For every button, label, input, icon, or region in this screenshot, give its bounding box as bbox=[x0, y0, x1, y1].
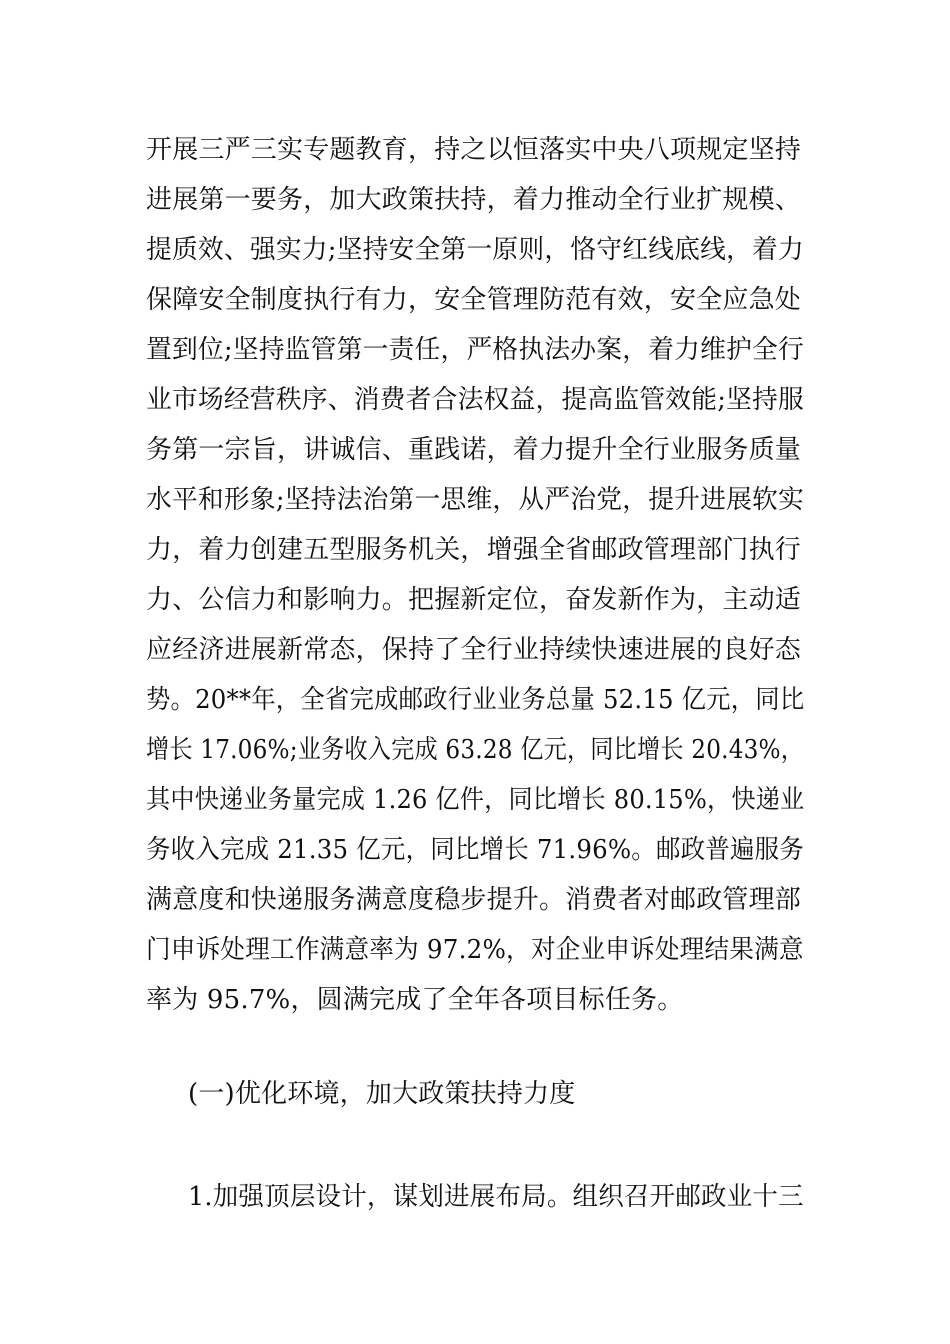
section-heading: (一)优化环境，加大政策扶持力度 bbox=[188, 1079, 576, 1109]
paragraph-line: 务收入完成 21.35 亿元，同比增长 71.96%。邮政普遍服务 bbox=[146, 835, 804, 865]
paragraph-line: 率为 95.7%，圆满完成了全年各项目标任务。 bbox=[146, 985, 684, 1015]
paragraph-line: 势。20**年，全省完成邮政行业业务总量 52.15 亿元，同比 bbox=[146, 685, 805, 715]
paragraph-line: 其中快递业务量完成 1.26 亿件，同比增长 80.15%，快递业 bbox=[146, 785, 805, 815]
paragraph-line: 置到位;坚持监管第一责任，严格执法办案，着力维护全行 bbox=[146, 335, 804, 365]
paragraph-line: 增长 17.06%;业务收入完成 63.28 亿元，同比增长 20.43%， bbox=[146, 735, 805, 765]
paragraph-line: 进展第一要务，加大政策扶持，着力推动全行业扩规模、 bbox=[146, 185, 802, 215]
numbered-item: 1.加强顶层设计，谋划进展布局。组织召开邮政业十三 bbox=[188, 1182, 804, 1212]
paragraph-line: 应经济进展新常态，保持了全行业持续快速进展的良好态 bbox=[146, 635, 802, 665]
paragraph-line: 提质效、强实力;坚持安全第一原则，恪守红线底线，着力 bbox=[146, 235, 804, 265]
paragraph-line: 业市场经营秩序、消费者合法权益，提高监管效能;坚持服 bbox=[146, 385, 804, 415]
paragraph-line: 门申诉处理工作满意率为 97.2%，对企业申诉处理结果满意 bbox=[146, 935, 804, 965]
paragraph-line: 保障安全制度执行有力，安全管理防范有效，安全应急处 bbox=[146, 285, 802, 315]
paragraph-line: 力，着力创建五型服务机关，增强全省邮政管理部门执行 bbox=[146, 535, 802, 565]
paragraph-line: 水平和形象;坚持法治第一思维，从严治党，提升进展软实 bbox=[146, 485, 804, 515]
paragraph-line: 务第一宗旨，讲诚信、重践诺，着力提升全行业服务质量 bbox=[146, 435, 802, 465]
paragraph-line: 力、公信力和影响力。把握新定位，奋发新作为，主动适 bbox=[146, 585, 802, 615]
paragraph-line: 满意度和快递服务满意度稳步提升。消费者对邮政管理部 bbox=[146, 885, 802, 915]
paragraph-line: 开展三严三实专题教育，持之以恒落实中央八项规定坚持 bbox=[146, 135, 802, 165]
